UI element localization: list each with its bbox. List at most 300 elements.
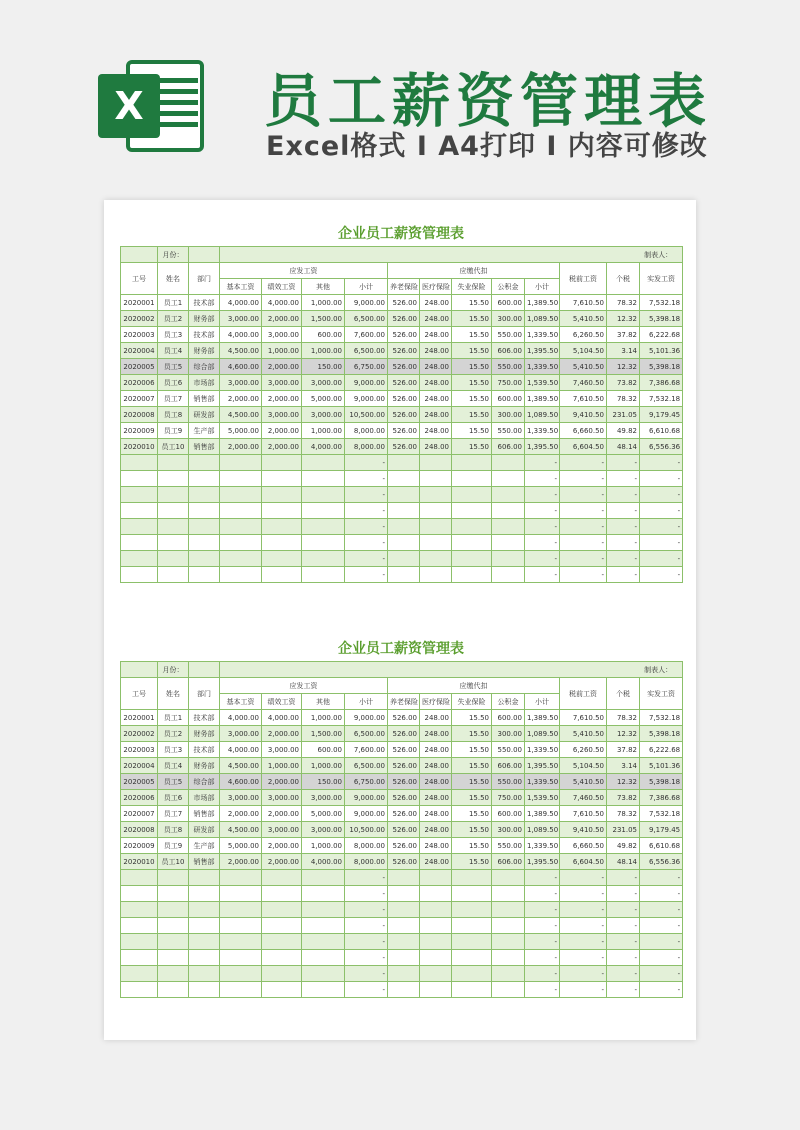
table-cell[interactable]: 员工8 — [158, 407, 189, 423]
table-cell[interactable] — [302, 455, 345, 471]
table-cell[interactable]: 财务部 — [189, 311, 220, 327]
table-cell[interactable]: 2020007 — [121, 391, 158, 407]
table-cell[interactable]: 600.00 — [492, 806, 525, 822]
header-dept[interactable]: 部门 — [189, 678, 220, 710]
table-cell[interactable]: - — [640, 487, 683, 503]
header-deduct-group[interactable]: 应缴代扣 — [388, 678, 560, 694]
table-cell[interactable]: - — [525, 455, 560, 471]
table-cell[interactable] — [220, 870, 262, 886]
table-cell[interactable]: 550.00 — [492, 327, 525, 343]
table-cell[interactable]: 7,386.68 — [640, 790, 683, 806]
table-cell[interactable]: 9,179.45 — [640, 407, 683, 423]
table-cell[interactable]: - — [607, 902, 640, 918]
table-cell[interactable]: 5,398.18 — [640, 359, 683, 375]
table-cell[interactable] — [492, 471, 525, 487]
table-cell[interactable]: 4,000.00 — [262, 295, 302, 311]
table-cell[interactable] — [420, 966, 452, 982]
table-cell[interactable]: 600.00 — [492, 391, 525, 407]
table-cell[interactable] — [492, 487, 525, 503]
table-cell[interactable]: 7,532.18 — [640, 806, 683, 822]
table-cell[interactable] — [121, 950, 158, 966]
table-cell[interactable]: - — [640, 535, 683, 551]
table-cell[interactable]: 销售部 — [189, 391, 220, 407]
table-cell[interactable]: 1,000.00 — [302, 343, 345, 359]
table-cell[interactable] — [189, 886, 220, 902]
table-cell[interactable]: - — [345, 982, 388, 998]
table-cell[interactable]: - — [640, 934, 683, 950]
table-cell[interactable]: 4,500.00 — [220, 343, 262, 359]
table-cell[interactable] — [121, 918, 158, 934]
table-cell[interactable]: 员工7 — [158, 806, 189, 822]
table-cell[interactable] — [452, 519, 492, 535]
table-cell[interactable]: 7,532.18 — [640, 295, 683, 311]
table-cell[interactable]: - — [607, 982, 640, 998]
table-cell[interactable]: 2,000.00 — [262, 391, 302, 407]
table-cell[interactable]: - — [345, 870, 388, 886]
table-cell[interactable] — [420, 551, 452, 567]
header-deduct-group[interactable]: 应缴代扣 — [388, 263, 560, 279]
table-cell[interactable]: 员工10 — [158, 854, 189, 870]
table-cell[interactable]: 73.82 — [607, 790, 640, 806]
table-cell[interactable] — [262, 471, 302, 487]
table-cell[interactable]: - — [640, 519, 683, 535]
table-cell[interactable] — [189, 487, 220, 503]
table-cell[interactable]: 6,604.50 — [560, 854, 607, 870]
header-gross-group[interactable]: 应发工资 — [220, 678, 388, 694]
table-cell[interactable]: - — [560, 902, 607, 918]
table-cell[interactable]: 6,222.68 — [640, 327, 683, 343]
table-cell[interactable] — [388, 902, 420, 918]
table-cell[interactable]: 4,500.00 — [220, 407, 262, 423]
header-deduct-col[interactable]: 公积金 — [492, 694, 525, 710]
table-cell[interactable]: - — [640, 950, 683, 966]
table-cell[interactable]: 1,000.00 — [262, 758, 302, 774]
table-cell[interactable]: 员工6 — [158, 375, 189, 391]
table-cell[interactable]: 2020006 — [121, 790, 158, 806]
table-cell[interactable]: 248.00 — [420, 758, 452, 774]
table-cell[interactable] — [492, 966, 525, 982]
table-cell[interactable]: 526.00 — [388, 742, 420, 758]
table-cell[interactable]: 600.00 — [302, 742, 345, 758]
table-cell[interactable]: 4,000.00 — [220, 742, 262, 758]
table-cell[interactable]: 48.14 — [607, 439, 640, 455]
table-cell[interactable]: 15.50 — [452, 423, 492, 439]
table-cell[interactable] — [420, 567, 452, 583]
table-cell[interactable] — [220, 551, 262, 567]
table-cell[interactable]: 3,000.00 — [262, 327, 302, 343]
table-cell[interactable]: - — [525, 503, 560, 519]
table-cell[interactable]: 员工1 — [158, 295, 189, 311]
table-cell[interactable]: 2020009 — [121, 838, 158, 854]
table-cell[interactable]: 12.32 — [607, 726, 640, 742]
table-cell[interactable] — [158, 966, 189, 982]
table-cell[interactable] — [388, 934, 420, 950]
table-cell[interactable]: 15.50 — [452, 439, 492, 455]
table-cell[interactable]: 1,395.50 — [525, 439, 560, 455]
table-cell[interactable]: 6,750.00 — [345, 359, 388, 375]
table-cell[interactable]: - — [640, 982, 683, 998]
table-cell[interactable] — [388, 455, 420, 471]
header-gross-col[interactable]: 其他 — [302, 694, 345, 710]
table-cell[interactable]: 8,000.00 — [345, 854, 388, 870]
table-cell[interactable] — [189, 551, 220, 567]
table-cell[interactable] — [262, 966, 302, 982]
table-cell[interactable]: - — [640, 902, 683, 918]
table-cell[interactable] — [420, 934, 452, 950]
table-cell[interactable]: 9,179.45 — [640, 822, 683, 838]
table-cell[interactable] — [302, 519, 345, 535]
table-cell[interactable] — [262, 503, 302, 519]
table-cell[interactable] — [158, 934, 189, 950]
table-cell[interactable]: 2,000.00 — [262, 806, 302, 822]
table-cell[interactable]: 综合部 — [189, 774, 220, 790]
table-cell[interactable]: 2020008 — [121, 407, 158, 423]
table-cell[interactable]: 员工7 — [158, 391, 189, 407]
table-cell[interactable] — [220, 950, 262, 966]
table-cell[interactable]: 4,500.00 — [220, 822, 262, 838]
table-cell[interactable]: 248.00 — [420, 710, 452, 726]
table-cell[interactable]: 6,610.68 — [640, 838, 683, 854]
table-cell[interactable]: 5,410.50 — [560, 311, 607, 327]
table-cell[interactable]: 300.00 — [492, 407, 525, 423]
table-cell[interactable]: 78.32 — [607, 295, 640, 311]
table-cell[interactable] — [420, 918, 452, 934]
table-cell[interactable]: 7,610.50 — [560, 391, 607, 407]
table-cell[interactable]: 15.50 — [452, 742, 492, 758]
table-cell[interactable]: 4,000.00 — [220, 295, 262, 311]
table-cell[interactable] — [452, 950, 492, 966]
table-cell[interactable]: 2020004 — [121, 758, 158, 774]
table-cell[interactable]: 248.00 — [420, 375, 452, 391]
table-cell[interactable]: 15.50 — [452, 391, 492, 407]
table-cell[interactable]: 15.50 — [452, 838, 492, 854]
table-cell[interactable] — [302, 966, 345, 982]
table-cell[interactable]: - — [525, 519, 560, 535]
table-cell[interactable] — [492, 455, 525, 471]
table-cell[interactable] — [420, 902, 452, 918]
table-cell[interactable]: 技术部 — [189, 710, 220, 726]
table-cell[interactable]: 526.00 — [388, 311, 420, 327]
table-cell[interactable]: 78.32 — [607, 710, 640, 726]
table-cell[interactable]: 248.00 — [420, 854, 452, 870]
table-cell[interactable] — [220, 902, 262, 918]
table-cell[interactable]: 8,000.00 — [345, 439, 388, 455]
table-cell[interactable]: 526.00 — [388, 407, 420, 423]
header-deduct-col[interactable]: 公积金 — [492, 279, 525, 295]
table-cell[interactable]: 2,000.00 — [262, 854, 302, 870]
table-cell[interactable] — [302, 535, 345, 551]
table-cell[interactable]: 6,500.00 — [345, 726, 388, 742]
table-cell[interactable]: - — [345, 503, 388, 519]
table-cell[interactable]: 248.00 — [420, 726, 452, 742]
month-label[interactable]: 月份： — [158, 247, 189, 263]
table-cell[interactable]: 2020010 — [121, 854, 158, 870]
header-deduct-col[interactable]: 失业保险 — [452, 279, 492, 295]
table-cell[interactable]: 2,000.00 — [220, 854, 262, 870]
table-cell[interactable] — [262, 551, 302, 567]
table-cell[interactable]: 300.00 — [492, 822, 525, 838]
table-cell[interactable]: 5,104.50 — [560, 343, 607, 359]
table-cell[interactable] — [492, 886, 525, 902]
table-cell[interactable]: 5,000.00 — [220, 423, 262, 439]
table-cell[interactable]: - — [607, 487, 640, 503]
table-cell[interactable] — [302, 950, 345, 966]
table-cell[interactable]: 15.50 — [452, 327, 492, 343]
table-cell[interactable]: 4,600.00 — [220, 359, 262, 375]
table-cell[interactable]: - — [560, 934, 607, 950]
meta-blank[interactable] — [121, 662, 158, 678]
table-cell[interactable] — [189, 870, 220, 886]
table-cell[interactable]: 生产部 — [189, 838, 220, 854]
table-cell[interactable]: 员工3 — [158, 327, 189, 343]
table-cell[interactable]: 3,000.00 — [262, 742, 302, 758]
table-cell[interactable]: 市场部 — [189, 790, 220, 806]
table-cell[interactable]: - — [560, 966, 607, 982]
table-cell[interactable] — [220, 567, 262, 583]
table-cell[interactable] — [452, 487, 492, 503]
table-cell[interactable] — [158, 567, 189, 583]
table-cell[interactable] — [492, 567, 525, 583]
table-cell[interactable]: 12.32 — [607, 311, 640, 327]
table-cell[interactable]: 7,600.00 — [345, 742, 388, 758]
table-cell[interactable]: - — [607, 535, 640, 551]
table-cell[interactable]: 1,339.50 — [525, 423, 560, 439]
table-cell[interactable] — [189, 902, 220, 918]
table-cell[interactable]: 6,500.00 — [345, 343, 388, 359]
table-cell[interactable]: - — [640, 471, 683, 487]
table-cell[interactable] — [262, 950, 302, 966]
table-cell[interactable]: 15.50 — [452, 806, 492, 822]
table-cell[interactable]: 6,660.50 — [560, 423, 607, 439]
table-cell[interactable]: 606.00 — [492, 343, 525, 359]
table-cell[interactable]: - — [525, 966, 560, 982]
table-cell[interactable]: - — [525, 487, 560, 503]
table-cell[interactable]: 5,410.50 — [560, 359, 607, 375]
table-cell[interactable] — [492, 503, 525, 519]
table-cell[interactable]: - — [560, 519, 607, 535]
table-cell[interactable]: 2,000.00 — [220, 806, 262, 822]
table-cell[interactable] — [492, 902, 525, 918]
table-cell[interactable]: - — [607, 966, 640, 982]
table-cell[interactable]: 9,000.00 — [345, 375, 388, 391]
table-cell[interactable] — [220, 455, 262, 471]
header-gross-col[interactable]: 绩效工资 — [262, 694, 302, 710]
table-cell[interactable]: 5,101.36 — [640, 343, 683, 359]
table-cell[interactable]: - — [525, 886, 560, 902]
table-cell[interactable] — [388, 567, 420, 583]
header-id[interactable]: 工号 — [121, 263, 158, 295]
table-cell[interactable]: 员工2 — [158, 726, 189, 742]
table-cell[interactable]: 2,000.00 — [262, 439, 302, 455]
table-cell[interactable]: 2020008 — [121, 822, 158, 838]
table-cell[interactable]: 4,000.00 — [220, 710, 262, 726]
table-cell[interactable] — [492, 519, 525, 535]
table-cell[interactable]: 2020004 — [121, 343, 158, 359]
table-cell[interactable]: - — [640, 567, 683, 583]
table-cell[interactable]: - — [560, 950, 607, 966]
table-cell[interactable]: - — [525, 870, 560, 886]
table-cell[interactable]: 1,339.50 — [525, 774, 560, 790]
table-cell[interactable]: 9,000.00 — [345, 391, 388, 407]
table-cell[interactable]: 3,000.00 — [220, 375, 262, 391]
table-cell[interactable]: 15.50 — [452, 854, 492, 870]
table-cell[interactable]: 15.50 — [452, 726, 492, 742]
table-cell[interactable]: - — [607, 950, 640, 966]
table-cell[interactable]: - — [525, 551, 560, 567]
table-cell[interactable]: - — [640, 503, 683, 519]
table-cell[interactable]: 3,000.00 — [302, 822, 345, 838]
header-deduct-col[interactable]: 失业保险 — [452, 694, 492, 710]
month-label[interactable]: 月份： — [158, 662, 189, 678]
table-cell[interactable] — [158, 870, 189, 886]
table-cell[interactable] — [452, 567, 492, 583]
table-cell[interactable] — [189, 934, 220, 950]
table-cell[interactable] — [220, 487, 262, 503]
table-cell[interactable] — [158, 487, 189, 503]
header-id[interactable]: 工号 — [121, 678, 158, 710]
table-cell[interactable] — [420, 503, 452, 519]
table-cell[interactable]: 3.14 — [607, 343, 640, 359]
table-cell[interactable]: 37.82 — [607, 327, 640, 343]
table-cell[interactable]: 员工4 — [158, 758, 189, 774]
table-cell[interactable]: 248.00 — [420, 359, 452, 375]
header-dept[interactable]: 部门 — [189, 263, 220, 295]
table-cell[interactable]: 1,000.00 — [302, 423, 345, 439]
table-cell[interactable]: - — [607, 567, 640, 583]
table-cell[interactable] — [189, 519, 220, 535]
table-cell[interactable]: 1,089.50 — [525, 311, 560, 327]
table-cell[interactable]: 231.05 — [607, 822, 640, 838]
table-cell[interactable]: 7,610.50 — [560, 295, 607, 311]
maker-label[interactable]: 制表人： — [220, 662, 683, 678]
table-cell[interactable]: 2020010 — [121, 439, 158, 455]
table-cell[interactable] — [302, 886, 345, 902]
table-cell[interactable]: 1,389.50 — [525, 391, 560, 407]
table-cell[interactable] — [121, 870, 158, 886]
table-cell[interactable]: 1,395.50 — [525, 758, 560, 774]
table-cell[interactable] — [388, 487, 420, 503]
table-cell[interactable]: 526.00 — [388, 375, 420, 391]
table-cell[interactable]: 6,500.00 — [345, 311, 388, 327]
table-cell[interactable]: - — [607, 934, 640, 950]
table-cell[interactable]: 1,339.50 — [525, 327, 560, 343]
table-cell[interactable] — [452, 535, 492, 551]
table-cell[interactable]: 6,604.50 — [560, 439, 607, 455]
table-cell[interactable]: - — [345, 519, 388, 535]
table-cell[interactable]: 1,389.50 — [525, 295, 560, 311]
table-cell[interactable]: 248.00 — [420, 838, 452, 854]
table-cell[interactable]: 3,000.00 — [220, 790, 262, 806]
table-cell[interactable]: 600.00 — [302, 327, 345, 343]
table-cell[interactable] — [302, 934, 345, 950]
table-cell[interactable]: - — [345, 487, 388, 503]
table-cell[interactable]: 1,539.50 — [525, 375, 560, 391]
table-cell[interactable]: 市场部 — [189, 375, 220, 391]
table-cell[interactable] — [452, 870, 492, 886]
table-cell[interactable] — [420, 519, 452, 535]
table-cell[interactable]: 526.00 — [388, 726, 420, 742]
table-cell[interactable]: 6,610.68 — [640, 423, 683, 439]
table-cell[interactable]: 员工1 — [158, 710, 189, 726]
table-cell[interactable] — [452, 934, 492, 950]
table-cell[interactable]: 12.32 — [607, 774, 640, 790]
table-cell[interactable]: 7,386.68 — [640, 375, 683, 391]
table-cell[interactable]: 300.00 — [492, 311, 525, 327]
table-cell[interactable]: - — [525, 535, 560, 551]
table-cell[interactable]: - — [345, 934, 388, 950]
table-cell[interactable]: - — [560, 870, 607, 886]
table-cell[interactable] — [420, 487, 452, 503]
table-cell[interactable]: 3,000.00 — [220, 311, 262, 327]
table-cell[interactable] — [420, 870, 452, 886]
table-cell[interactable]: 526.00 — [388, 359, 420, 375]
table-cell[interactable] — [220, 535, 262, 551]
table-cell[interactable]: 15.50 — [452, 790, 492, 806]
header-gross-col[interactable]: 绩效工资 — [262, 279, 302, 295]
table-cell[interactable]: 78.32 — [607, 391, 640, 407]
table-cell[interactable]: - — [525, 934, 560, 950]
table-cell[interactable]: - — [640, 886, 683, 902]
header-pretax[interactable]: 税前工资 — [560, 678, 607, 710]
table-cell[interactable]: 5,101.36 — [640, 758, 683, 774]
table-cell[interactable]: 231.05 — [607, 407, 640, 423]
table-cell[interactable]: 4,500.00 — [220, 758, 262, 774]
table-cell[interactable]: 15.50 — [452, 295, 492, 311]
table-cell[interactable]: 10,500.00 — [345, 407, 388, 423]
table-cell[interactable]: 248.00 — [420, 423, 452, 439]
table-cell[interactable]: 248.00 — [420, 742, 452, 758]
table-cell[interactable]: 5,398.18 — [640, 311, 683, 327]
table-cell[interactable]: 研发部 — [189, 822, 220, 838]
table-cell[interactable]: 5,398.18 — [640, 726, 683, 742]
table-cell[interactable] — [189, 535, 220, 551]
table-cell[interactable]: - — [640, 918, 683, 934]
table-cell[interactable]: 技术部 — [189, 295, 220, 311]
table-cell[interactable] — [492, 918, 525, 934]
table-cell[interactable]: 1,000.00 — [302, 710, 345, 726]
table-cell[interactable]: 550.00 — [492, 423, 525, 439]
header-deduct-col[interactable]: 养老保险 — [388, 279, 420, 295]
table-cell[interactable]: 技术部 — [189, 327, 220, 343]
table-cell[interactable]: 2020003 — [121, 327, 158, 343]
table-cell[interactable] — [158, 455, 189, 471]
table-cell[interactable]: 7,532.18 — [640, 710, 683, 726]
table-cell[interactable]: 9,410.50 — [560, 822, 607, 838]
table-cell[interactable]: 5,398.18 — [640, 774, 683, 790]
table-cell[interactable] — [189, 918, 220, 934]
table-cell[interactable]: 15.50 — [452, 822, 492, 838]
table-cell[interactable]: 1,389.50 — [525, 806, 560, 822]
table-cell[interactable]: - — [560, 886, 607, 902]
table-cell[interactable]: 7,610.50 — [560, 710, 607, 726]
table-cell[interactable] — [452, 551, 492, 567]
table-cell[interactable] — [121, 455, 158, 471]
table-cell[interactable] — [220, 934, 262, 950]
table-cell[interactable]: 1,339.50 — [525, 359, 560, 375]
table-cell[interactable]: 1,539.50 — [525, 790, 560, 806]
table-cell[interactable]: 5,410.50 — [560, 774, 607, 790]
table-cell[interactable]: 员工4 — [158, 343, 189, 359]
table-cell[interactable]: - — [560, 455, 607, 471]
table-cell[interactable] — [388, 886, 420, 902]
table-cell[interactable]: - — [345, 535, 388, 551]
table-cell[interactable]: 3,000.00 — [220, 726, 262, 742]
table-cell[interactable]: 526.00 — [388, 327, 420, 343]
table-cell[interactable]: 销售部 — [189, 854, 220, 870]
table-cell[interactable]: 销售部 — [189, 439, 220, 455]
table-cell[interactable]: 5,000.00 — [220, 838, 262, 854]
header-tax[interactable]: 个税 — [607, 678, 640, 710]
